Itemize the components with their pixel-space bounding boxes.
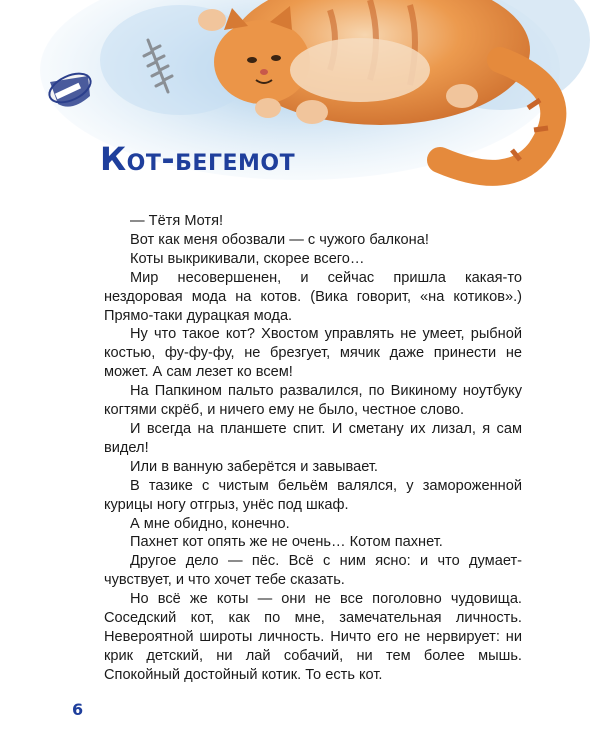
- paragraph: Ну что такое кот? Хвостом управлять не умеет, рыбной костью, фу-фу-фу, не брезгует, мячик даже принести не может. А сам лезет ко всем!: [104, 326, 522, 381]
- paragraph: Коты выкрикивали, скорее всего…: [130, 250, 365, 267]
- page-number: 6: [72, 700, 84, 719]
- cat-illustration: [0, 0, 600, 200]
- paragraph: Другое дело — пёс. Всё с ним ясно: и что думает-чувствует, и что хочет тебе сказать.: [104, 553, 522, 589]
- paragraph: Или в ванную заберётся и завывает.: [130, 458, 378, 475]
- paragraph: В тазике с чистым бельём валялся, у замороженной курицы ногу отгрыз, унёс под шкаф.: [104, 477, 522, 513]
- paragraph: На Папкином пальто развалился, по Викиному ноутбуку когтями скрёб, и ничего ему не было, честное слово.: [104, 383, 522, 419]
- paragraph: Вот как меня обозвали — с чужого балкона!: [130, 231, 429, 248]
- chapter-title: Кот-бегемот: [100, 140, 296, 178]
- paragraph: Пахнет кот опять же не очень… Котом пахнет.: [130, 534, 443, 551]
- paragraph: Но всё же коты — они не все поголовно чудовища. Соседский кот, как по мне, замечательная личность. Невероятной широты личность. Ничто его не нервирует: ни крик детский, ни лай собачий, ни тем более мышь. Спокойный достойный котик. То есть кот.: [104, 591, 522, 683]
- chapter-text: [104, 212, 522, 685]
- paragraph: А мне обидно, конечно.: [130, 515, 290, 532]
- paragraph: — Тётя Мотя!: [130, 213, 224, 229]
- paragraph: Мир несовершенен, и сейчас пришла какая-то нездоровая мода на котов. (Вика говорит, «на котиков».) Прямо-таки дурацкая мода.: [104, 269, 522, 324]
- paragraph: И всегда на планшете спит. И сметану их лизал, я сам видел!: [104, 420, 522, 456]
